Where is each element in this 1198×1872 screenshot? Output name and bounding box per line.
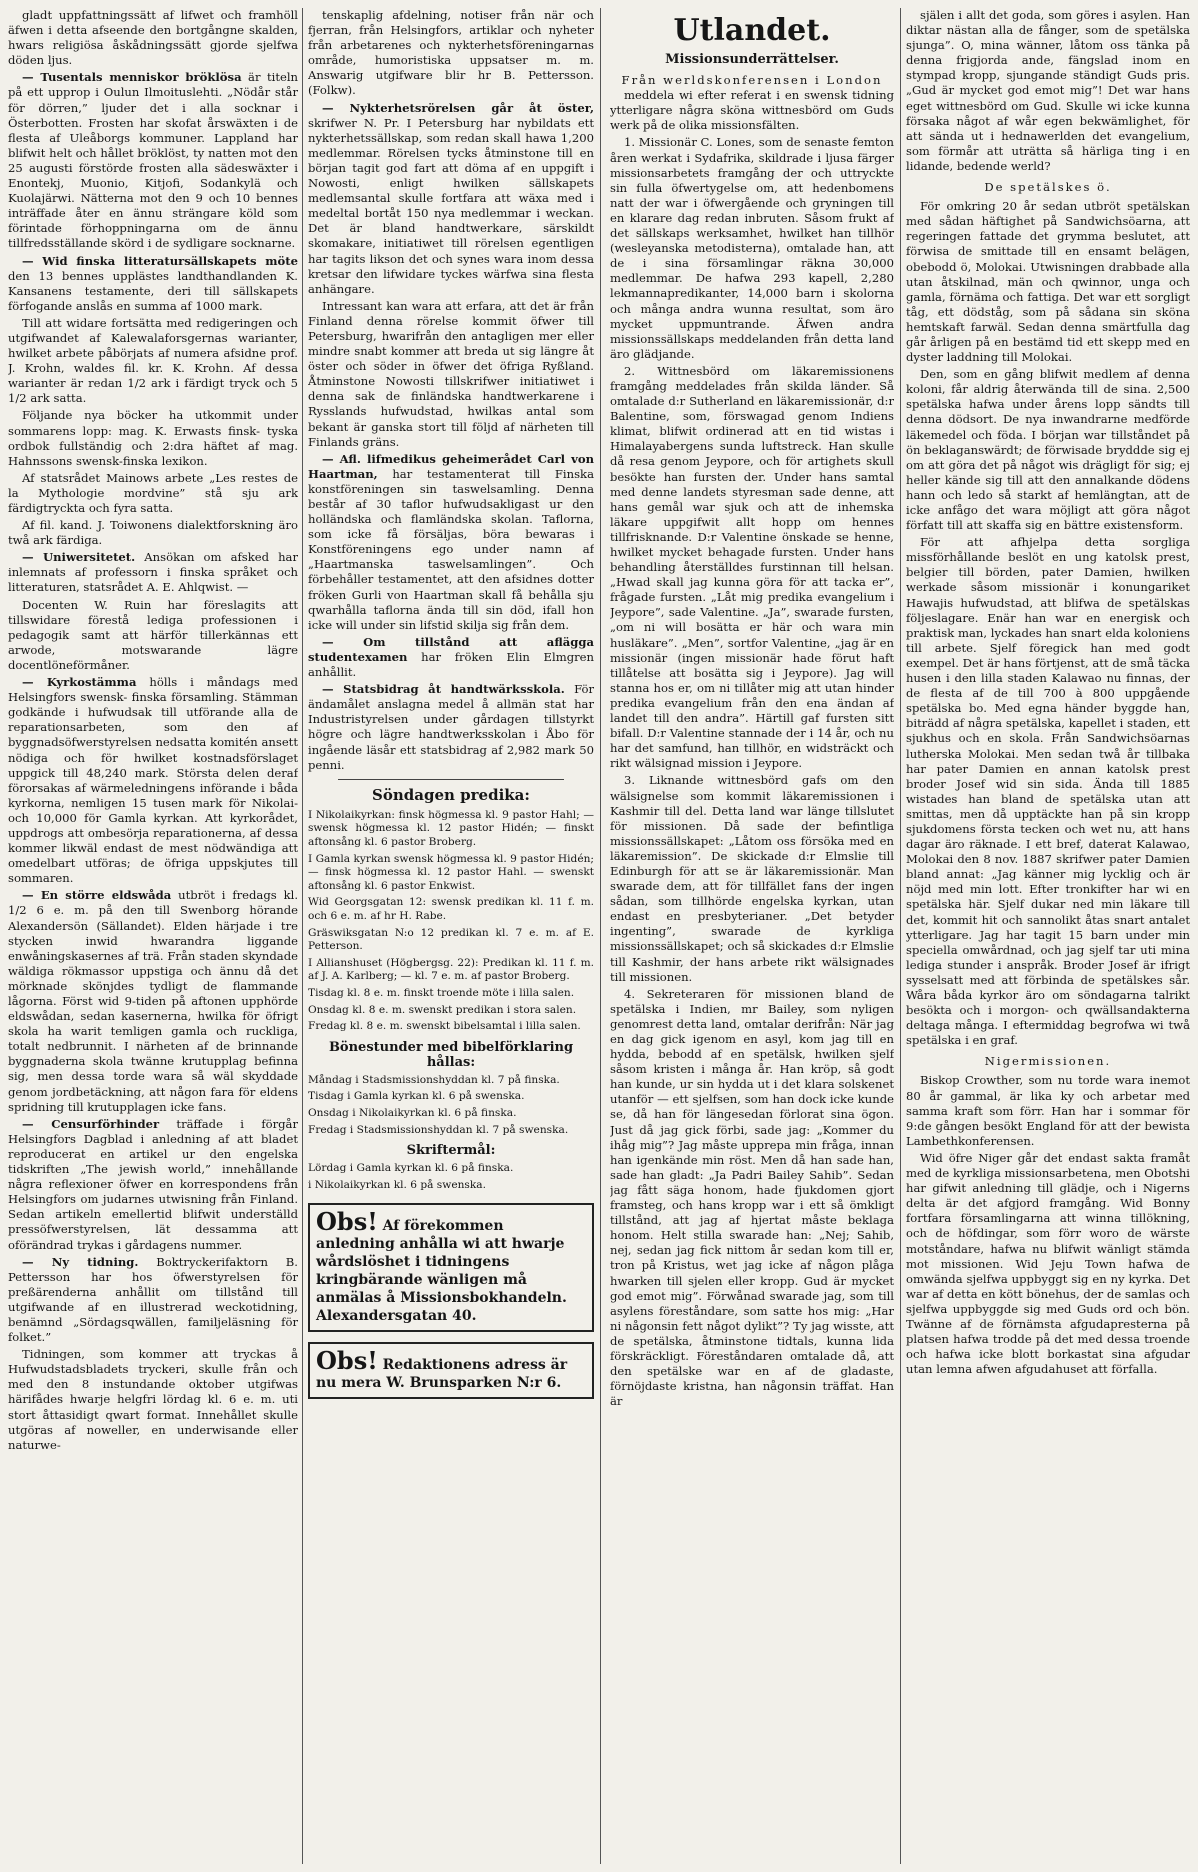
sermon-entry: I Allianshuset (Högbergsg. 22): Predikan kl. 11 f. m. af J. A. Karlberg; — kl. 7 e. m. af pastor Broberg. xyxy=(308,956,594,983)
item-body: träffade i förgår Helsingfors Dagblad i anledning af att bladet reproducerat en artikel ur den engelska tidskriften „The jewish world,” innehållande några reflexioner öfwer en korrespondens från Helsingfors om judarnes utwisning från Finland. Sedan artikeln emellertid blifwit underställd pressöfwerstyrelsen, lät dessamma att oförändrad trykas i gårdagens nummer. xyxy=(8,1116,298,1252)
item-body: Ansökan om afsked har inlemnats af professorn i finska språket och litteraturen, statsrådet A. E. Ahlqwist. — xyxy=(8,550,298,595)
news-item xyxy=(308,635,594,680)
paragraph: Wid öfre Niger går det endast sakta framåt med de kyrkliga missionsarbetena, men Obotshi har gifwit anledning till glädje, och i Nigerns delta är det afgjord framgång. Wid Bonny fortfara församlingarna att winna tillökning, och de höfdingar, som förr woro de wärste motståndare, hafwa nu blifwit wänligt stämda mot missionen. Wid Jeju Town hafwa de omwända sjelfwa uppbyggt sig en ny kyrka. Det war af detta en kött bönehus, der de samlas och sjelfwa uppbyggde sig med Guds ord och bön. Twänne af de förnämsta afgudapresterna på platsen hafwa trodde på det med dessa troende och hafwa icke blott borkastat sina afgudar utan lemna afwen afgudahuset att förfalla. xyxy=(906,1150,1190,1377)
paragraph: 2. Wittnesbörd om läkaremissionens framgång meddelades från skilda länder. Så omtalade d:r Sutherland en läkaremissionär, d:r Balentine, som, förswagad genom Indiens klimat, blifwit ordinerad att en tid wistas i Himalayabergens sunda luftstreck. Han skulle då resa genom Jeypore, och för artighets skull besökte han fursten der. Under hans samtal med denne landets styresman sade denne, att hans gemål war sjuk och att de inhemska läkare uppgifwit allt hopp om hennes tillfrisknande. D:r Valentine önskade se henne, hwilket mycket behagade fursten. Under hans behandling återställdes furstinnan till helsan. „Hwad skall jag kunna göra för att tacka er”, frågade fursten. „Låt mig predika evangelium i Jeypore”, sade Valentine. „Ja”, swarade fursten, „om ni will bosätta er här och wara min husläkare”. „Men”, sortfor Valentine, „jag är en missionär (ingen missionär hade förut haft tillåtelse att bosätta sig i Jeypore). Jag will stanna hos er, om ni tillåter mig att utan hinder predika evangelium från den ena ändan af landet till den andra”. Härtill gaf fursten sitt bifall. D:r Valentine stannade der i 14 år, och nu har det samfund, han tillhör, en widsträckt och rikt wälsignad mission i Jeypore. xyxy=(610,363,894,771)
confession-title: Skriftermål: xyxy=(406,1143,496,1159)
news-item xyxy=(308,682,594,773)
paragraph: Följande nya böcker ha utkommit under sommarens lopp: mag. K. Erwasts finsk- tyska ordbok fullständig och 2:dra häftet af mag. Hahnssons swensk-finska lexikon. xyxy=(8,408,298,468)
confession-entry: i Nikolaikyrkan kl. 6 på swenska. xyxy=(308,1178,486,1191)
prayer-entry: Fredag i Stadsmissionshyddan kl. 7 på swenska. xyxy=(308,1123,569,1136)
column-1 xyxy=(8,8,298,1864)
sermon-entry: I Gamla kyrkan swensk högmessa kl. 9 pastor Hidén; — finsk högmessa kl. 12 pastor Hahl. — swenskt aftonsång kl. 6 pastor Enkwist. xyxy=(308,852,594,892)
notice-text: Af förekommen anledning anhålla wi att hwarje wårdslöshet i tidningens kringbärande wänligen må anmälas å Missionsbokhandeln. Alexandersgatan 40. xyxy=(316,1217,567,1324)
column-rule xyxy=(302,8,303,1864)
prayer-entry: Måndag i Stadsmissionshyddan kl. 7 på finska. xyxy=(308,1073,560,1086)
confession-entry: Lördag i Gamla kyrkan kl. 6 på finska. xyxy=(308,1162,514,1175)
news-item xyxy=(8,1255,298,1346)
item-heading: — Afl. lifmedikus geheimerådet Carl von Haartman, xyxy=(308,451,594,481)
notice-box xyxy=(308,1342,594,1399)
item-body: Boktryckerifaktorn B. Pettersson har hos öfwerstyrelsen för preßärenderna anhållit om tillstånd till utgifwande af en illustrerad weckotidning, benämnd „Sördagsqwällen, familjeläsning för folket.” xyxy=(8,1254,298,1345)
column-rule xyxy=(900,8,901,1864)
paragraph: Den, som en gång blifwit medlem af denna koloni, får aldrig återwända till de sina. 2,500 spetälska hafwa under årens lopp sändts till denna dödsort. De nya inwandrarne medförde läkemedel och föda. I början war tillståndet på ön beklaganswärdt; de förwisade bryddde sig ej om att göra det på något wis drägligt för sig; ej heller kände sig till att den annalkande dödens hann och ledo så starkt af hemlängtan, att de icke anfågo det wara möjligt att göra något författ till att skaffa sig en bättre existensform. xyxy=(906,367,1190,533)
divider xyxy=(338,779,564,780)
paragraph: gladt uppfattningssätt af lifwet och framhöll äfwen i detta afseende den bortgångne skalden, hwars religiösa åskådningssätt gjorde sjelfwa döden ljus. xyxy=(8,8,298,68)
item-heading: — Tusentals menniskor bröklösa xyxy=(22,70,242,85)
item-heading: — En större eldswåda xyxy=(22,888,172,903)
item-body: har testamenterat till Finska konstföreningen sin taswelsamling. Denna består af 30 taflor hufwudsakligast ur den holländska och flamländska skolan. Taflorna, som icke få försäljas, böra bewaras i Konstföreningens ego under namn af „Haartmanska taswelsamlingen”. Och förbehåller testamentet, att den afsidnes dotter fröken Gurli von Haartman skall få behålla sju qwarhålla taflorna ända till sin död, ifall hon icke will under sin lifstid skilja sig från dem. xyxy=(308,466,594,632)
paragraph: Biskop Crowther, som nu torde wara inemot 80 år gammal, är lika ky och arbetar med samma kraft som förr. Han har i sommar för 9:de gången besökt England för att der bewista Lambethkonferensen. xyxy=(906,1073,1190,1148)
item-heading: — Ny tidning. xyxy=(22,1254,139,1269)
paragraph: själen i allt det goda, som göres i asylen. Han diktar nästan alla de fånger, som de spetälska sjunga”. O, mina wänner, låtom oss tänka på denna frigjorda ande, fängslad inom en stympad kropp, sjungande ständigt Guds pris. „Gud är mycket god emot mig”! Det war hans eget wittnesbörd om Gud. Skulle wi icke kunna försaka något af wår egen bekwämlighet, för att sända ut i hednawerlden det evangelium, som förmår att uträtta så härliga ting i en lidande, bedende werld? xyxy=(906,8,1190,173)
section-heading: Nigermissionen. xyxy=(984,1054,1112,1069)
column-rule xyxy=(600,8,601,1864)
news-item xyxy=(8,70,298,251)
item-body: är titeln på ett upprop i Oulun Ilmoituslehti. „Nödår står för dörren,” ljuder det i alla socknar i Österbotten. Frosten har skofat årswäxten i de flesta af Uleåborgs kommuner. Lappland har blifwit helt och hållet bröklöst, ty natten mot den 25 augusti förstörde frosten alla sädeswäxter i Enontekj, Muonio, Kitjofi, Sodankylä och Kuolajärwi. Nätterna mot den 9 och 10 bennes inträffade åter en ännu strängare köld som förintade förhoppningarna om de ännu tillfredsställande skörd i de sydligare socknarne. xyxy=(8,70,298,251)
paragraph: Docenten W. Ruin har föreslagits att tillswidare förestå lediga professionen i pedagogik samt att härför tillerkännas ett arwode, motswarande lägre docentlöneförmåner. xyxy=(8,597,298,672)
sermon-entry: I Nikolaikyrkan: finsk högmessa kl. 9 pastor Hahl; — swensk högmessa kl. 12 pastor Hidén; — finskt aftonsång kl. 6 pastor Broberg. xyxy=(308,808,594,848)
news-item xyxy=(308,101,594,297)
notice-obs: Obs! xyxy=(316,1206,378,1236)
news-item xyxy=(8,1117,298,1253)
paragraph: För omkring 20 år sedan utbröt spetälskan med sådan häftighet på Sandwichsöarna, att regeringen fattade det grymma beslutet, att förwisa de smittade till en ensamt belägen, obebodd ö, Molokai. Utwisningen drabbade alla utan åtskilnad, män och qwinnor, unga och gamla, förnäma och fattiga. Det war ett sorgligt tåg, ett dödståg, som på sådana sin sköna hemtskaft farwäl. Sedan denna smärtfulla dag går årligen på en bestämd tid ett skepp med en dyster laddning till Molokai. xyxy=(906,199,1190,365)
prayer-list xyxy=(308,1074,594,1137)
prayer-entry: Tisdag i Gamla kyrkan kl. 6 på swenska. xyxy=(308,1090,525,1103)
sermon-entry: Onsdag kl. 8 e. m. swenskt predikan i stora salen. xyxy=(308,1003,577,1016)
section-heading: De spetälskes ö. xyxy=(984,180,1112,195)
paragraph: 1. Missionär C. Lones, som de senaste femton åren werkat i Sydafrika, skildrade i ljusa färger missionsarbetets framgång der och uttryckte sin fulla öfwertygelse om, att hedenbomens natt der war i öfwergående och gryningen till en klarare dag redan inbruten. Såsom frukt af det sällskaps werksamhet, hwilket han tillhör (wesleyanska metodisterna), omtalade han, att de i sina församlingar räkna 30,000 medlemmar. De hafwa 293 kapell, 2,280 lekmannapredikanter, 14,000 barn i skolorna och många andra wunna resultat, som äro mycket uppmuntrande. Äfwen andra missionssällskaps meddelanden från detta land äro glädjande. xyxy=(610,135,894,361)
notice-box xyxy=(308,1203,594,1332)
item-heading: — Wid finska litteratursällskapets möte xyxy=(22,253,298,268)
paragraph: Af statsrådet Mainows arbete „Les restes de la Mythologie mordvine” stå sju ark färdigtryckta och fyra satta. xyxy=(8,470,298,515)
item-body: För ändamålet anslagna medel å allmän stat har Industristyrelsen under gårdagen tillstyrkt högre och lägre handtwerksskolan i Åbo för ingående läsår ett statsbidrag af 2,982 mark 50 penni. xyxy=(308,682,594,772)
paragraph: Till att widare fortsätta med redigeringen och utgifwandet af Kalewalaforsgernas warianter, hwilket arbete påbörjats af numera afsidne prof. J. Krohn, waldes fil. kr. K. Krohn. Af dessa warianter är redan 1/2 ark i färdigt tryck och 5 1/2 ark satta. xyxy=(8,315,298,406)
news-item xyxy=(308,452,594,633)
paragraph: Tidningen, som kommer att tryckas å Hufwudstadsbladets tryckeri, skulle från och med den 8 instundande oktober utgifwas härifådes hwarje helgfri lördag kl. 6 e. m. uti stort åttasidigt qwart format. Innehållet skulle utgöras af noweller, en underwisande eller naturwe- xyxy=(8,1347,298,1452)
confession-list xyxy=(308,1162,594,1192)
item-heading: — Censurförhinder xyxy=(22,1116,160,1131)
sermon-entry: Fredag kl. 8 e. m. swenskt bibelsamtal i lilla salen. xyxy=(308,1020,581,1033)
dateline: Från werldskonferensen i London xyxy=(621,73,883,88)
sermon-title: Söndagen predika: xyxy=(372,785,530,804)
paragraph: Intressant kan wara att erfara, att det är från Finland denna rörelse kommit öfwer till Petersburg, hwarifrån den antagligen mer eller mindre snabt kommer att breda ut sig längre åt öster och söder in öfwer det öfriga Ryßland. Åtminstone Nowosti tillskrifwer initiatiwet i denna sak de finländska handtwerkarene i Rysslands hufwudstad, hwilkas antal som bekant är ganska stort till följd af närheten till Finlands gräns. xyxy=(308,298,594,449)
subheading: Missionsunderrättelser. xyxy=(665,52,839,67)
notice-text: Redaktionens adress är nu mera W. Brunsparken N:r 6. xyxy=(316,1356,568,1391)
masthead: Utlandet. xyxy=(673,13,831,48)
column-4 xyxy=(906,8,1190,1864)
column-2 xyxy=(308,8,594,1864)
news-item xyxy=(8,550,298,595)
prayer-title: Bönestunder med bibelförklaring hållas: xyxy=(328,1039,574,1070)
paragraph: För att afhjelpa detta sorgliga missförhållande beslöt en ung katolsk prest, belgier till börden, pater Damien, hwilken werkade såsom missionär i konungariket Hawajis hufwudstad, att blifwa de spetälskas följeslagare. Enär han war en energisk och praktisk man, lyckades han snart elda koloniens till arbete. Sjelf föregick han med godt exempel. Det är hans förtjenst, att de små täcka husen i den lilla staden Kalawao nu finnas, der de flesta af de till 700 à 800 uppgående spetälska bo. Med egna händer byggde han, biträdd af några spetälska, kapellet i staden, ett sjukhus och en skola. Från Sandwichsöarnas lutherska Molokai. Men sedan twå år tillbaka har pater Damien en annan katolsk prest broder Josef wid sin sida. Ända till 1885 wistades han bland de spetälska utan att smittas, men då upptäckte han på sin kropp sjukdomens första tecken och wet nu, att hans dagar äro räknade. I ett bref, daterat Kalawao, Molokai den 8 nov. 1887 skrifwer pater Damien bland annat: „Jag känner mig lycklig och är nöjd med min lott. Efter tronkifter har wi en spetälska här. Sjelf dukar ned min läkare till det, kommit hit och sannolikt åtas snart antalet ytterligare. Jag har tagit 15 barn under min speciella omwårdnad, och jag sjelf tar uti mina lediga stunder i anspråk. Broder Josef är ifrigt sysselsatt med att förbinda de spetälskes sår. Wåra båda kyrkor äro om söndagarna talrikt besökta och i morgon- och qwällsandakterna deltaga många. I eftermiddag begrofwa wi twå spetälska i en graf. xyxy=(906,535,1190,1048)
item-heading: — Uniwersitetet. xyxy=(22,550,136,565)
item-body: hölls i måndags med Helsingfors swensk- finska församling. Stämman godkände i hufwudsak till utförande alla de reparationsarbeten, som den af byggnadsöfwerstyrelsen nedsatta komitén ansett nödiga och för hwilket kostnadsförslaget uppgick till 48,240 mark. Största delen deraf förorsakas af wärmeledningens införande i båda kyrkorna, nemligen 15 tusen mark för Nikolai- och 10,000 för Gamla kyrkan. Att kyrkorådet, uppdrogs att ombesörja reparationerna, af dessa kommer likwäl endast de mest nödwändiga att omedelbart utföras; de öfriga uppskjutes till sommaren. xyxy=(8,675,298,886)
item-body: har fröken Elin Elmgren anhållit. xyxy=(308,649,594,680)
paragraph: 3. Liknande wittnesbörd gafs om den wälsignelse som kommit läkaremissionen i Kashmir till del. Detta land war länge tillslutet för missionen. Då sade der befintliga missionssällskapet: „Låtom oss försöka med en läkaremission”. De skickade d:r Elmslie till Edinburgh för att se är läkaremissionär. Man swarade dem, att för tillfället fans der ingen sådan, som tillhörde engelska kyrkan, utan endast en presbyterianer. „Det betyder ingenting”, swarade de kyrkliga missionssällskapet; och så skickades d:r Elmslie till Kashmir, der hans arbete rikt wälsignades till missionen. xyxy=(610,773,894,984)
prayer-entry: Onsdag i Nikolaikyrkan kl. 6 på finska. xyxy=(308,1107,517,1120)
sermon-list xyxy=(308,809,594,1034)
item-heading: — Kyrkostämma xyxy=(22,675,137,690)
item-body: utbröt i fredags kl. 1/2 6 e. m. på den till Swenborg hörande Alexandersön (Sällandet). Elden härjade i tre stycken inwid hwarandra liggande enwåningskasernes af trä. Från staden skyndade wäldiga rökmassor uppstiga och ännu då det mörknade skönjdes tydligt de flammande lågorna. Först wid 9-tiden på aftonen upphörde eldswådan, sedan kasernerna, hwilka för öfrigt skola ha warit temligen gamla och ruckliga, totalt nedbrunnit. I närheten af de brinnande byggnaderna skola twänne krutupplag befinna sig, men dessa torde wara så wäl skyddade genom jordbetäckning, att någon fara för eldens spridning till krutupplagen icke fans. xyxy=(8,888,298,1114)
sermon-entry: Gräswiksgatan N:o 12 predikan kl. 7 e. m. af E. Petterson. xyxy=(308,926,594,953)
sermon-entry: Wid Georgsgatan 12: swensk predikan kl. 11 f. m. och 6 e. m. af hr H. Rabe. xyxy=(308,896,594,922)
item-body: skrifwer N. Pr. I Petersburg har nybildats ett nykterhetssällskap, som redan skall hawa 1,200 medlemmar. Rörelsen tycks åtminstone till en början tagit god fart att döma af en uppgift i Nowosti, enligt hwilken sällskapets medlemsantal skulle fortfara att wäxa med i medeltal bortåt 150 nya medlemmar i weckan. Det är bland handtwerkare, särskildt skomakare, initiatiwet till rörelsen egentligen har tagits likson det och synes wara inom dessa kretsar den lifwidare tyckes wärfwa sina flesta anhängare. xyxy=(308,115,594,296)
paragraph: tenskaplig afdelning, notiser från när och fjerran, från Helsingfors, artiklar och nyheter från arbetarenes och nykterhetsföreningarnas område, humoristiska uppsatser m. m. Answarig utgifware blir hr B. Pettersson. (Folkw). xyxy=(308,8,594,98)
sermon-entry: Tisdag kl. 8 e. m. finskt troende möte i lilla salen. xyxy=(308,986,575,999)
news-item xyxy=(8,254,298,314)
notice-obs: Obs! xyxy=(316,1345,378,1375)
paragraph: 4. Sekreteraren för missionen bland de spetälska i Indien, mr Bailey, som nyligen genomrest detta land, omtalar derifrån: När jag en dag gick igenom en asyl, kom jag till en hydda, bebodd af en spetälsk, hwilken sjelf såsom kristen i många år. Han kröp, så godt han kunde, ur sin hydda ut i det klara solskenet utanför — ett sjelfsen, som han dock icke kunde se, då han för längesedan förlorat sina ögon. Just då jag gick förbi, sade jag: „Kommer du ihåg mig”? Jag måste upprepa min fråga, innan han igenkände min röst. Men då han sade han, sade han gladt: „Ja Padri Bailey Sahib”. Sedan jag fått säga honom, hade fjukdomen gjort framsteg, och hans kropp war i ett så ömkligt tillstånd, att jag af hjertat måste beklaga honom. Helt stilla swarade han: „Nej; Sahib, nej, sedan jag fick nittom år sedan kom till er, tron på Kristus, wet jag icke af någon plåga hwarken till sjelen eller kropp. Gud är mycket god emot mig”. Förwånad swarade jag, som till asylens föreståndare, som satte hos mig: „Har ni någonsin fett något dylikt”? Ty jag wisste, att de spetälska, åtminstone tidtals, kunna lida förskräckligt. Föreståndaren omtalade då, att den spetälske war en af de gladaste, förnöjdaste kristna, han någonsin träffat. Han är xyxy=(610,986,894,1409)
item-heading: — Om tillstånd att aflägga studentexamen xyxy=(308,634,594,664)
news-item xyxy=(8,888,298,1114)
item-body: den 13 bennes upplästes landthandlanden K. Kansanens testamente, deri till sällskapets förfogande anslås en summa af 1000 mark. xyxy=(8,268,298,313)
column-3 xyxy=(610,8,894,1864)
item-heading: — Nykterhetsrörelsen går åt öster, xyxy=(322,100,594,115)
paragraph: meddela wi efter referat i en swensk tidning ytterligare några sköna wittnesbörd om Guds werk på de olika missionsfälten. xyxy=(610,88,894,133)
paragraph: Af fil. kand. J. Toiwonens dialektforskning äro twå ark färdiga. xyxy=(8,518,298,548)
news-item xyxy=(8,675,298,886)
item-heading: — Statsbidrag åt handtwärksskola. xyxy=(322,682,565,697)
